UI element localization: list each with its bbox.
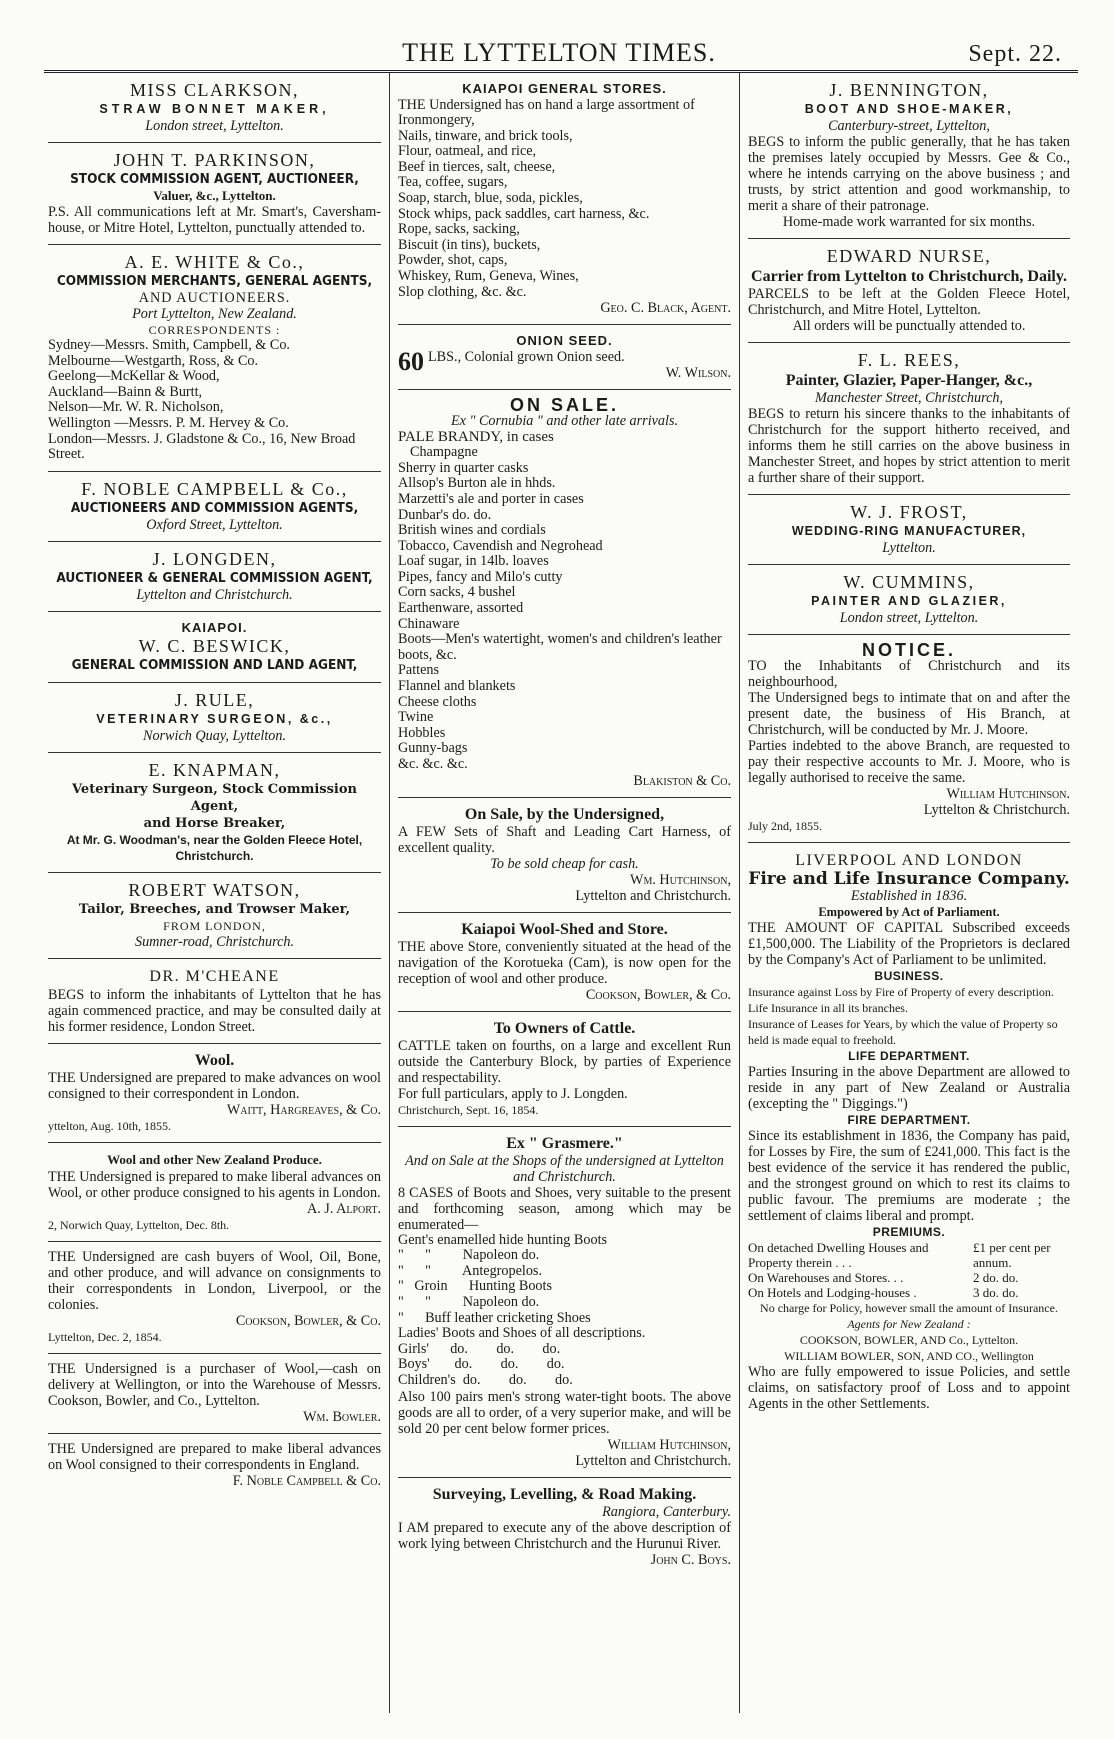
ad-sign: A. J. Alport.: [306, 1200, 381, 1217]
ad-name: ROBERT WATSON,: [128, 879, 301, 900]
ad-sign: Waitt, Hargreaves, & Co.: [226, 1101, 381, 1118]
list-item: Corn sacks, 4 bushel: [398, 584, 516, 601]
list-item: " " Napoleon do.: [398, 1293, 540, 1310]
ad-text: A FEW Sets of Shaft and Leading Cart Harness, of excellent quality.: [398, 823, 731, 856]
list-item: Powder, shot, caps,: [398, 252, 508, 269]
list-item: Chinaware: [398, 615, 460, 632]
ad-name: W. C. BESWICK,: [138, 635, 291, 656]
ad-text: THE Undersigned are cash buyers of Wool, Oil, Bone, and other produce, and will advance on consignments to their correspondents in London, Liverpool, or the colonies.: [48, 1248, 381, 1313]
ad-nurse: [748, 239, 1070, 343]
ad-insurance: [748, 843, 1070, 1420]
ad-name: F. L. REES,: [857, 350, 961, 370]
list-item: British wines and cordials: [398, 522, 546, 539]
list-item: Soap, starch, blue, soda, pickles,: [398, 189, 583, 206]
ad-name: EDWARD NURSE,: [826, 246, 992, 266]
ad-text: THE Undersigned are prepared to make advances on wool consigned to their correspondent in London.: [48, 1069, 381, 1102]
agent-2: WILLIAM BOWLER, SON, AND CO., Wellington: [784, 1349, 1034, 1363]
business-head: BUSINESS.: [874, 969, 944, 983]
ad-head: Wool.: [194, 1051, 235, 1069]
ad-text: BEGS to inform the public generally, that he has taken the premises lately occupied by Messrs. Gee & Co., where he intends carrying on the above business ; and trusts, by strict attention and good workmanship, to merit a share of their patronage.: [748, 134, 1070, 214]
ad-address: Canterbury-street, Lyttelton,: [828, 118, 990, 134]
ad-address: Port Lyttelton, New Zealand.: [132, 306, 297, 322]
ad-sign-2: Lyttelton & Christchurch.: [923, 802, 1070, 818]
ad-rule: [48, 683, 381, 753]
table-row: [748, 1285, 1070, 1300]
ad-date: July 2nd, 1855.: [748, 819, 823, 833]
masthead-title: THE LYTTELTON TIMES.: [402, 38, 716, 67]
ad-text: Also 100 pairs men's strong water-tight boots. The above goods are all to order, of a very superior make, and will be sold 20 per cent below former prices.: [398, 1388, 731, 1437]
ad-name: LIVERPOOL AND LONDON: [795, 852, 1023, 869]
ad-head: To Owners of Cattle.: [493, 1019, 636, 1037]
table-row: [748, 1270, 1070, 1285]
premium-label: On Hotels and Lodging-houses .: [748, 1285, 917, 1300]
ad-intro: PALE BRANDY, in cases: [398, 429, 554, 446]
list-item: Loaf sugar, in 14lb. loaves: [398, 553, 549, 570]
ad-trade: VETERINARY SURGEON, &c.,: [96, 711, 333, 726]
ad-trade: COMMISSION MERCHANTS, GENERAL AGENTS,: [56, 273, 373, 289]
ad-surveying: [398, 1478, 731, 1576]
ad-name: DR. M'CHEANE: [149, 967, 280, 985]
ad-name: E. KNAPMAN,: [148, 759, 281, 780]
ad-text: THE above Store, conveniently situated at the head of the navigation of the Korotueka (Cam), is now open for the reception of wool and other produce.: [398, 938, 731, 987]
ad-wool-shed: [398, 913, 731, 1012]
premium-rate: 2 do. do.: [972, 1270, 1019, 1285]
column-2: [390, 73, 740, 1713]
ad-watson: [48, 873, 381, 959]
ad-number: 60: [398, 347, 424, 377]
ad-text: LBS., Colonial grown Onion seed.: [428, 349, 625, 366]
ad-notice: [748, 635, 1070, 843]
ad-note: To be sold cheap for cash.: [490, 855, 639, 872]
ad-trade: BOOT AND SHOE-MAKER,: [804, 102, 1014, 116]
fire-head: FIRE DEPARTMENT.: [847, 1113, 971, 1127]
ad-address: Lyttelton and Christchurch.: [136, 586, 293, 603]
ad-rees: [748, 343, 1070, 495]
ad-name: JOHN T. PARKINSON,: [113, 150, 316, 170]
fire-text: Since its establishment in 1836, the Company has paid, for Losses by Fire, the sum of £241,000. This fact is the best evidence of the service it has rendered the public, and the strongest ground on which to rest its claims to public favour. The premiums are moderate ; the settlement of claims liberal and prompt.: [748, 1128, 1070, 1224]
list-item: Nelson—Mr. W. R. Nicholson,: [48, 399, 224, 416]
list-item: Flour, oatmeal, and rice,: [398, 143, 537, 160]
list-item: Champagne: [410, 444, 478, 461]
list-item: Boys' do. do. do.: [398, 1356, 565, 1373]
column-1: [40, 73, 390, 1713]
ad-trade-2: AND AUCTIONEERS.: [138, 290, 291, 306]
ad-sign: Cookson, Bowler, & Co.: [235, 1312, 381, 1329]
ad-intro: 8 CASES of Boots and Shoes, very suitable to the present and forthcoming season, among which may be enumerated—: [398, 1184, 731, 1233]
list-item: London—Messrs. J. Gladstone & Co., 16, New Broad Street.: [48, 430, 356, 463]
ad-date: Christchurch, Sept. 16, 1854.: [398, 1102, 539, 1117]
ad-trade: AUCTIONEERS AND COMMISSION AGENTS,: [70, 499, 359, 516]
premium-note: No charge for Policy, however small the amount of Insurance.: [760, 1301, 1058, 1315]
list-item: " " Napoleon do.: [398, 1247, 540, 1264]
ad-name: A. E. WHITE & Co.,: [124, 252, 305, 272]
ad-address: Lyttelton.: [882, 540, 936, 556]
ad-address: At Mr. G. Woodman's, near the Golden Fleece Hotel, Christchurch.: [66, 832, 363, 863]
column-3: [740, 73, 1078, 1713]
ad-intro: THE Undersigned has on hand a large assortment of: [398, 97, 695, 113]
ad-name: J. RULE,: [174, 689, 255, 710]
ad-text: PARCELS to be left at the Golden Fleece Hotel, Christchurch, and Mitre Hotel, Lyttelton.: [748, 286, 1070, 318]
on-sale-list: [398, 445, 731, 772]
ad-name: J. LONGDEN,: [152, 548, 277, 569]
ad-name: MISS CLARKSON,: [129, 80, 300, 100]
list-item: Ladies' Boots and Shoes of all descriptions.: [398, 1325, 646, 1342]
premium-label: On Warehouses and Stores. . .: [748, 1270, 904, 1285]
ad-cattle: [398, 1012, 731, 1127]
ad-text: CATTLE taken on fourths, on a large and excellent Run outside the Canterbury Block, by parties of Experience and respectability.: [398, 1037, 731, 1086]
premiums-table: [748, 1240, 1070, 1300]
ad-longden: [48, 542, 381, 612]
list-item: Whiskey, Rum, Geneva, Wines,: [398, 267, 579, 284]
ad-sign: William Hutchinson.: [946, 786, 1070, 802]
ad-head: Kaiapoi Wool-Shed and Store.: [461, 920, 668, 938]
ad-date: 2, Norwich Quay, Lyttelton, Dec. 8th.: [48, 1217, 230, 1232]
life-head: LIFE DEPARTMENT.: [848, 1049, 970, 1063]
ad-address: Oxford Street, Lyttelton.: [146, 516, 283, 533]
ad-head: Ex " Grasmere.": [506, 1134, 623, 1152]
list-item: Sydney—Messrs. Smith, Campbell, & Co.: [48, 337, 290, 353]
ad-empowered: Empowered by Act of Parliament.: [818, 905, 1000, 919]
ad-name: W. J. FROST,: [850, 502, 968, 522]
list-item: Rope, sacks, sacking,: [398, 221, 520, 238]
ad-trade-2: and Horse Breaker,: [143, 815, 286, 831]
business-1: Insurance against Loss by Fire of Property of every description.: [748, 985, 1054, 999]
list-item: Twine: [398, 709, 434, 726]
list-item: Tobacco, Cavendish and Negrohead: [398, 537, 603, 554]
ad-sign: John C. Boys.: [650, 1551, 731, 1568]
list-item: " " Antegropelos.: [398, 1262, 542, 1279]
ad-date: yttelton, Aug. 10th, 1855.: [48, 1118, 171, 1133]
ad-note: All orders will be punctually attended to.: [792, 318, 1026, 334]
list-item: Earthenware, assorted: [398, 600, 524, 617]
ad-head: Wool and other New Zealand Produce.: [107, 1151, 322, 1167]
ad-final: Who are fully empowered to issue Policies, and settle claims, on satisfactory proof of Loss and to appoint Agents in the other Settlements.: [748, 1364, 1070, 1412]
ad-clarkson: [48, 73, 381, 143]
ad-name: J. BENNINGTON,: [829, 80, 989, 100]
ad-cummins: [748, 565, 1070, 635]
ad-text: I AM prepared to execute any of the above description of work lying between Christchurch and the Hurunui River.: [398, 1519, 731, 1552]
list-item: Geelong—McKellar & Wood,: [48, 368, 220, 385]
ad-sign: F. Noble Campbell & Co.: [232, 1472, 381, 1489]
ad-trade: STOCK COMMISSION AGENT, AUCTIONEER,: [70, 171, 359, 187]
life-text: Parties Insuring in the above Department are allowed to reside in any part of New Zealand or Australia (excepting the " Diggings."): [748, 1064, 1070, 1112]
ad-sub: Ex " Cornubia " and other late arrivals.: [450, 413, 679, 430]
list-item: Auckland—Bainn & Burtt,: [48, 383, 203, 400]
list-item: Pipes, fancy and Milo's cutty: [398, 568, 563, 585]
list-item: Ironmongery,: [398, 112, 475, 128]
ad-trade: Carrier from Lyttelton to Christchurch, Daily.: [751, 268, 1067, 285]
ad-place: KAIAPOI.: [181, 619, 248, 635]
list-item: Boots—Men's watertight, women's and children's leather boots, &c.: [398, 631, 722, 663]
ad-trade: Painter, Glazier, Paper-Hanger, &c.,: [785, 372, 1033, 389]
ad-wool-2: [48, 1143, 381, 1242]
stores-list: [398, 113, 731, 300]
list-item: Girls' do. do. do.: [398, 1340, 561, 1357]
ad-text: P.S. All communications left at Mr. Smart's, Caversham-house, or Mitre Hotel, Lyttelton, punctually attended to.: [48, 204, 381, 236]
ad-text: BEGS to return his sincere thanks to the inhabitants of Christchurch for the support hitherto received, and informs them he still carries on the above business in Manchester Street, and hopes by strict attention to merit a further share of their support.: [748, 406, 1070, 486]
ad-on-sale: [398, 390, 731, 797]
masthead: [40, 38, 1078, 68]
ad-address: Norwich Quay, Lyttelton.: [142, 727, 287, 744]
correspondents-label: CORRESPONDENTS :: [148, 323, 281, 337]
ad-bennington: [748, 73, 1070, 239]
ad-text: THE Undersigned is a purchaser of Wool,—cash on delivery at Wellington, or into the Warehouse of Messrs. Cookson, Bowler, and Co., Lyttelton.: [48, 1360, 381, 1409]
columns: [40, 73, 1078, 1713]
list-item: Stock whips, pack saddles, cart harness, &c.: [398, 205, 650, 222]
ad-beswick: [48, 612, 381, 683]
ad-date: Lyttelton, Dec. 2, 1854.: [48, 1329, 162, 1344]
ad-sign: Wm. Bowler.: [303, 1408, 381, 1425]
list-item: Allsop's Burton ale in hhds.: [398, 475, 556, 492]
ad-trade: WEDDING-RING MANUFACTURER,: [791, 524, 1027, 538]
ad-sign-2: Lyttelton and Christchurch.: [575, 1452, 731, 1469]
ad-sign: Cookson, Bowler, & Co.: [585, 986, 731, 1003]
ad-head: ONION SEED.: [516, 333, 613, 349]
ad-onion-seed: [398, 325, 731, 390]
business-2: Life Insurance in all its branches.: [748, 1001, 908, 1015]
ad-address: Sumner-road, Christchurch.: [134, 933, 295, 950]
ad-trade: Fire and Life Insurance Company.: [748, 869, 1070, 889]
agents-head: Agents for New Zealand :: [847, 1317, 971, 1331]
list-item: Slop clothing, &c. &c.: [398, 283, 527, 300]
list-item: Melbourne—Westgarth, Ross, & Co.: [48, 352, 259, 369]
ad-head: NOTICE.: [861, 640, 956, 660]
ad-name: W. CUMMINS,: [843, 572, 975, 592]
list-item: " Groin Hunting Boots: [398, 1278, 552, 1295]
list-item: Dunbar's do. do.: [398, 506, 492, 523]
ad-sign: Geo. C. Black, Agent.: [600, 300, 731, 317]
list-item: Flannel and blankets: [398, 678, 516, 695]
ad-harness: [398, 798, 731, 913]
ad-text-3: Parties indebted to the above Branch, are requested to pay their respective accounts to Mr. J. Moore, who is legally authorised to receive the same.: [748, 738, 1070, 786]
ad-head: On Sale, by the Undersigned,: [464, 805, 665, 823]
ad-sign-2: Lyttelton and Christchurch.: [575, 887, 731, 904]
ad-address: Manchester Street, Christchurch,: [814, 390, 1004, 406]
ad-head: KAIAPOI GENERAL STORES.: [462, 81, 667, 96]
list-item: " Buff leather cricketing Shoes: [398, 1309, 591, 1326]
ad-sub: And on Sale at the Shops of the undersigned at Lyttelton and Christchurch.: [405, 1152, 724, 1185]
ad-trade: GENERAL COMMISSION AND LAND AGENT,: [71, 656, 358, 673]
correspondents-list: [48, 338, 381, 463]
agent-1: COOKSON, BOWLER, AND Co., Lyttelton.: [799, 1333, 1019, 1347]
list-item: Tea, coffee, sugars,: [398, 174, 508, 191]
ad-established: Established in 1836.: [850, 888, 968, 904]
list-item: Sherry in quarter casks: [398, 459, 529, 476]
ad-white: [48, 245, 381, 472]
ad-address: London street, Lyttelton.: [145, 118, 284, 134]
ad-grasmere: [398, 1127, 731, 1478]
premium-rate: 3 do. do.: [972, 1285, 1019, 1300]
ad-text: BEGS to inform the inhabitants of Lyttelton that he has again commenced practice, and may be consulted daily at his former residence, London Street.: [48, 986, 381, 1035]
ad-trade: Veterinary Surgeon, Stock Commission Agent,: [72, 781, 357, 814]
boots-list: [398, 1233, 731, 1389]
table-row: [748, 1240, 1070, 1270]
ad-knapman: [48, 753, 381, 873]
ad-text: TO the Inhabitants of Christchurch and its neighbourhood,: [748, 658, 1070, 690]
ad-sign: Wm. Hutchinson,: [630, 871, 731, 888]
ad-text: THE Undersigned are prepared to make liberal advances on Wool consigned to their correspondents in England.: [48, 1440, 381, 1473]
ad-campbell-wool: [48, 1434, 381, 1497]
list-item: Biscuit (in tins), buckets,: [398, 236, 541, 253]
ad-from: FROM LONDON,: [163, 918, 266, 933]
premiums-head: PREMIUMS.: [872, 1225, 946, 1239]
ad-trade: PAINTER AND GLAZIER,: [811, 594, 1007, 608]
ad-trade: AUCTIONEER & GENERAL COMMISSION AGENT,: [56, 569, 373, 586]
ad-address: London street, Lyttelton.: [839, 610, 979, 626]
ad-parkinson: [48, 143, 381, 245]
list-item: Cheese cloths: [398, 693, 477, 710]
ad-name: F. NOBLE CAMPBELL & Co.,: [81, 478, 348, 499]
ad-apply: For full particulars, apply to J. Longden.: [398, 1085, 628, 1102]
ad-cookson: [48, 1242, 381, 1354]
premium-label: On detached Dwelling Houses and Property therein . . .: [748, 1240, 929, 1270]
premium-rate: £1 per cent per annum.: [972, 1240, 1051, 1270]
ad-frost: [748, 495, 1070, 565]
ad-kaiapoi-stores: [398, 73, 731, 325]
ad-trade: Tailor, Breeches, and Trowser Maker,: [78, 901, 351, 917]
ad-text: THE Undersigned is prepared to make liberal advances on Wool, or other produce consigned to his agents in London.: [48, 1168, 381, 1201]
ad-sign: W. Wilson.: [665, 365, 731, 382]
list-item: &c. &c. &c.: [398, 756, 468, 772]
list-item: Children's do. do. do.: [398, 1371, 573, 1388]
business-3: Insurance of Leases for Years, by which the value of Property so held is made equal to freehold.: [748, 1017, 1058, 1047]
ad-campbell: [48, 472, 381, 542]
ad-bowler: [48, 1354, 381, 1434]
list-item: Nails, tinware, and brick tools,: [398, 127, 573, 144]
ad-head: Surveying, Levelling, & Road Making.: [432, 1485, 697, 1503]
masthead-date: Sept. 22.: [968, 41, 1062, 67]
ad-sign: Blakiston & Co.: [633, 772, 731, 789]
ad-note: Home-made work warranted for six months.: [782, 214, 1036, 230]
ad-text-2: The Undersigned begs to intimate that on and after the present date, the business of His Branch, at Christchurch, will be conducted by Mr. J. Moore.: [748, 690, 1070, 738]
ad-wool-1: [48, 1044, 381, 1143]
ad-trade-2: Valuer, &c., Lyttelton.: [153, 188, 276, 203]
ad-text: THE AMOUNT OF CAPITAL Subscribed exceeds £1,500,000. The Liability of the Proprietors is declared by the Company's Act of Parliament to be unlimited.: [748, 920, 1070, 968]
ad-sign: William Hutchinson,: [607, 1436, 731, 1453]
ad-head: ON SALE.: [509, 395, 619, 416]
list-item: Wellington —Messrs. P. M. Hervey & Co.: [48, 414, 289, 431]
list-item: Beef in tierces, salt, cheese,: [398, 158, 556, 175]
list-item: Marzetti's ale and porter in cases: [398, 490, 584, 507]
list-item: Pattens: [398, 662, 439, 679]
ad-place: Rangiora, Canterbury.: [602, 1503, 731, 1520]
list-item: Gent's enamelled hide hunting Boots: [398, 1231, 608, 1248]
list-item: Gunny-bags: [398, 740, 468, 757]
ad-mcheane: [48, 959, 381, 1044]
list-item: Hobbles: [398, 724, 446, 741]
ad-trade: STRAW BONNET MAKER,: [99, 102, 330, 116]
